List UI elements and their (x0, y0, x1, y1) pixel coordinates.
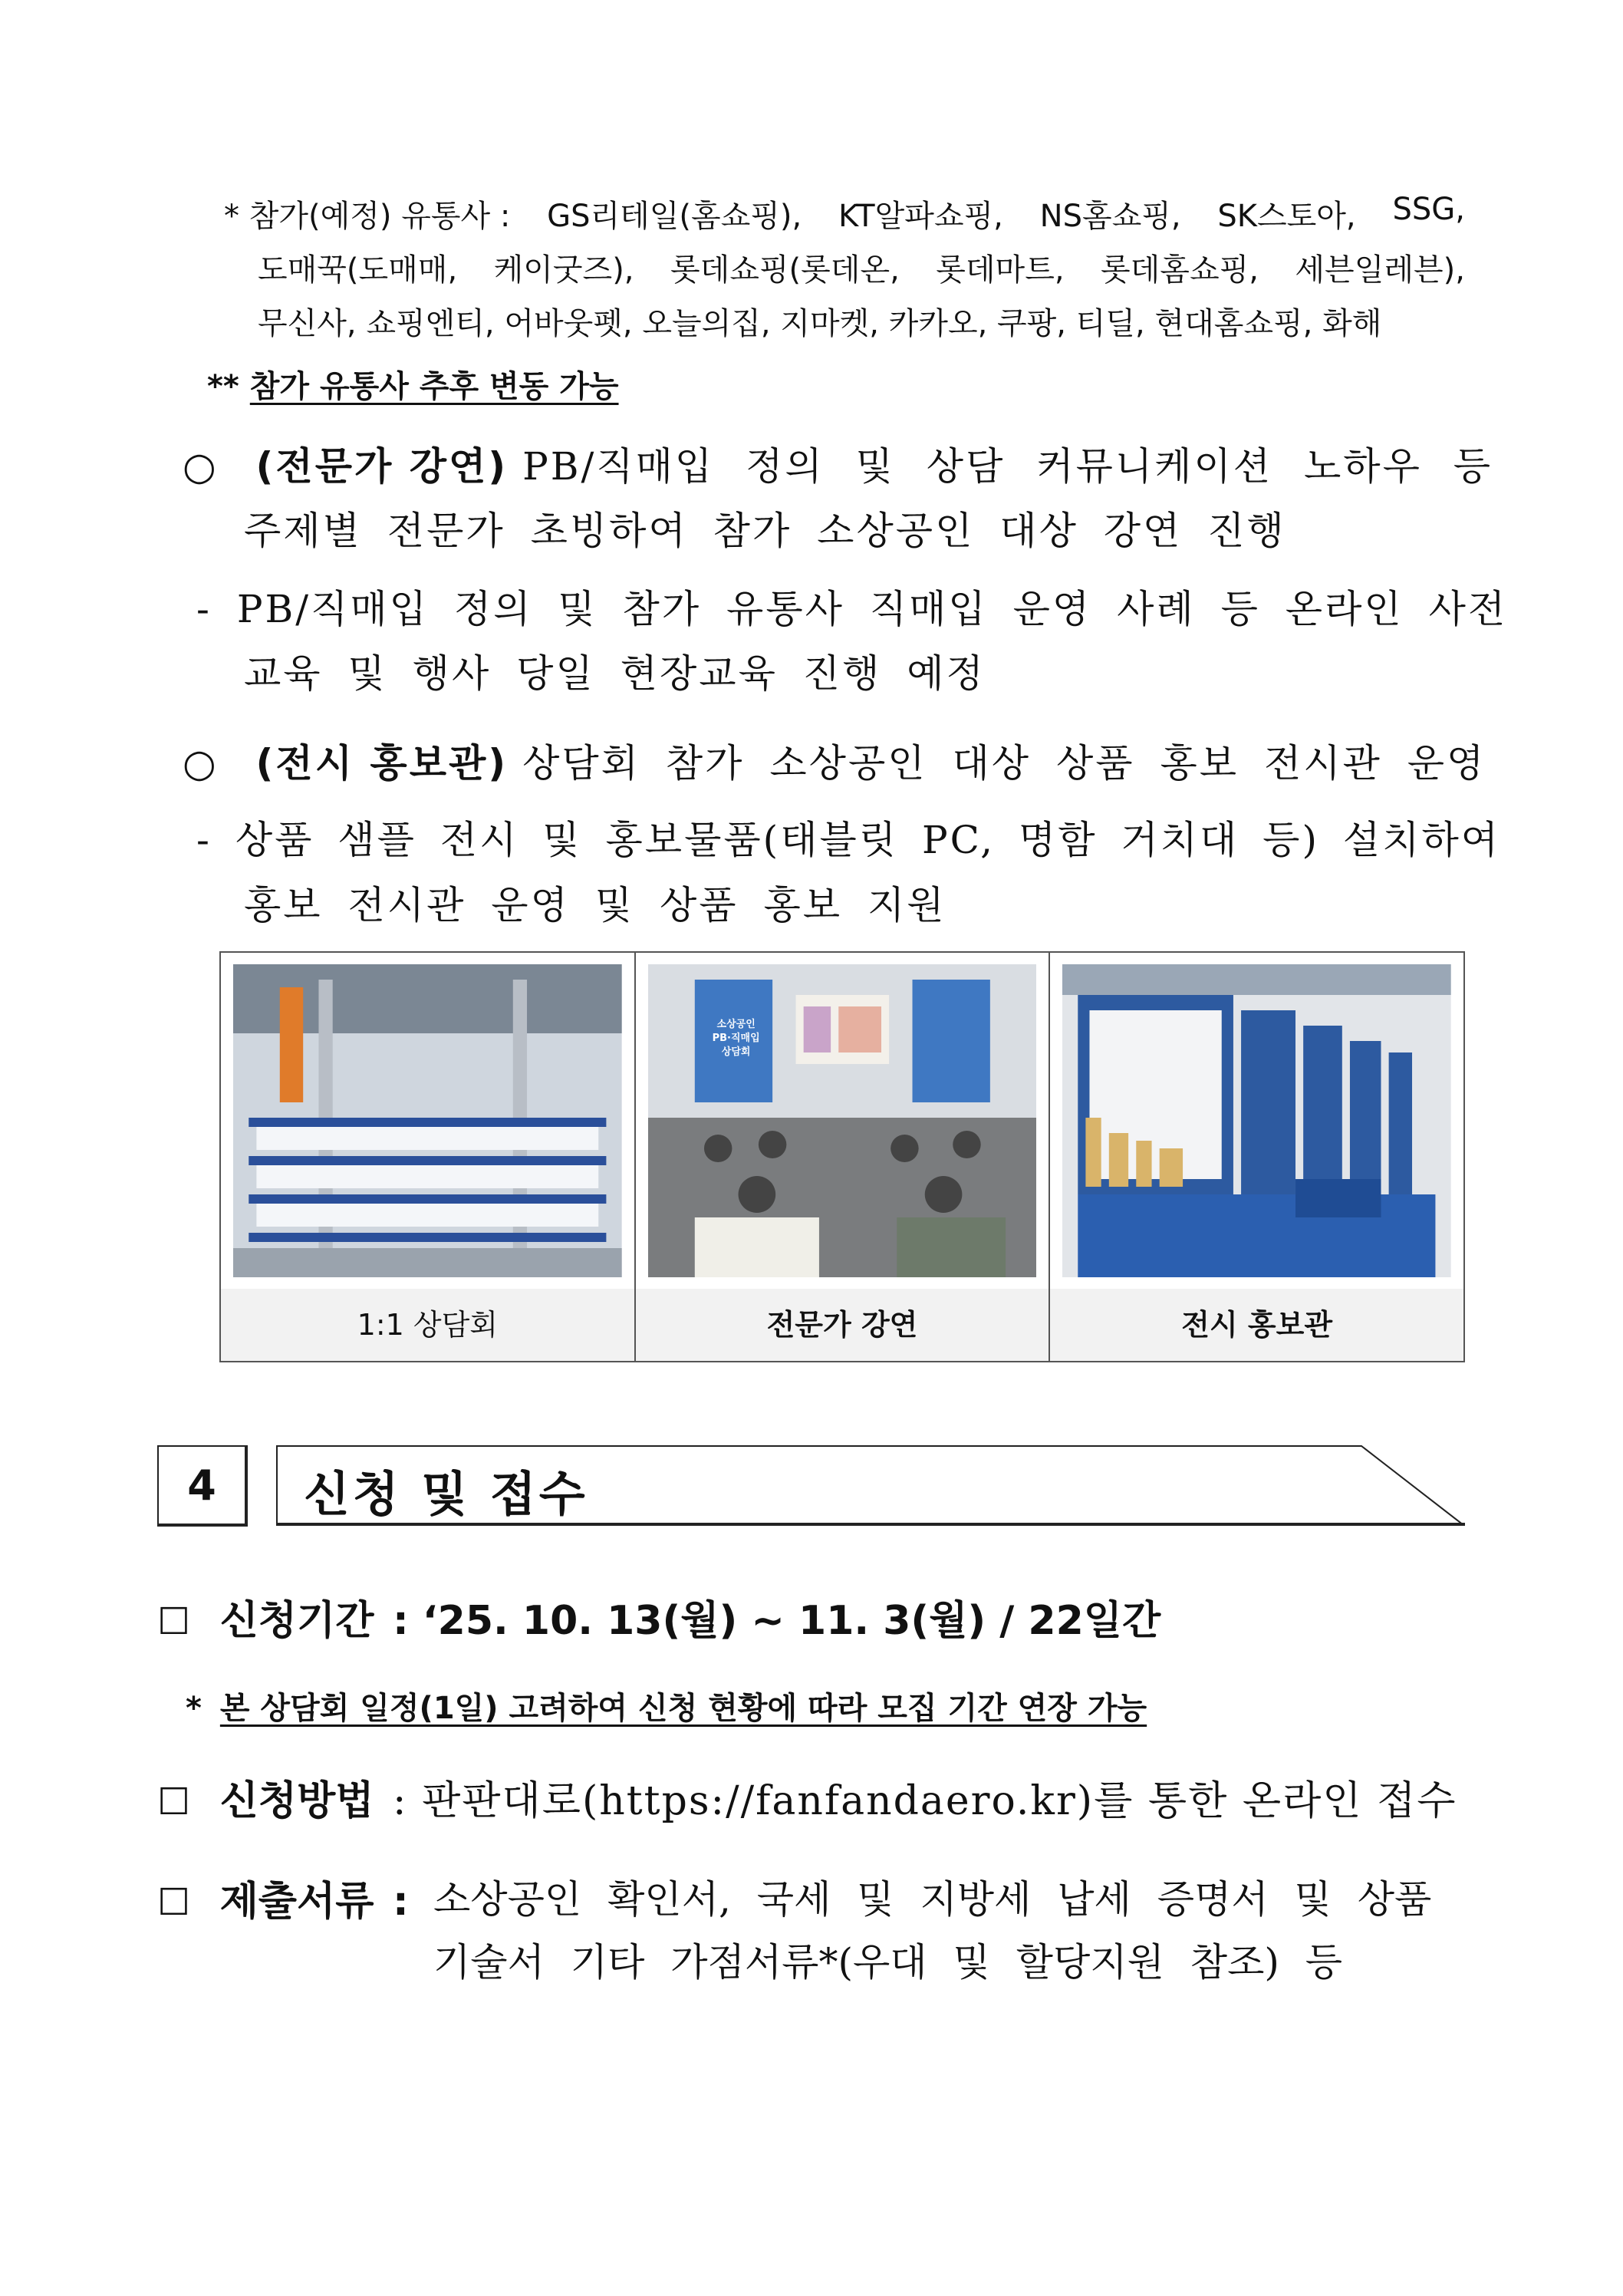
retailer-item: 롯데쇼핑(롯데온, (670, 252, 900, 288)
photo-caption: 1:1 상담회 (221, 1289, 634, 1361)
checkbox-icon: ☐ (157, 1881, 191, 1924)
photo-cell (220, 952, 635, 1362)
apply-method (157, 1768, 1457, 1826)
section-title: 신청 및 접수 (304, 1466, 588, 1522)
bullet-circle: ○ (183, 741, 219, 786)
participants-line-2 (258, 245, 1465, 289)
period-label: 신청기간 (219, 1598, 374, 1644)
banner-line: 상담회 (721, 1046, 751, 1058)
docs-line-1: 소상공인 확인서, 국세 및 지방세 납세 증명서 및 상품 (433, 1877, 1432, 1922)
exhibit-desc: 상담회 참가 소상공인 대상 상품 홍보 전시관 운영 (522, 741, 1486, 786)
retailer-item: 롯데홈쇼핑, (1101, 252, 1259, 288)
exhibit-title: (전시 홍보관) (255, 741, 509, 786)
method-value: : 판판대로(https://fanfandaero.kr)를 통한 온라인 접수 (393, 1778, 1457, 1824)
lecture-item (183, 436, 1493, 491)
participants-note (207, 362, 619, 406)
lecture-photo (648, 964, 1037, 1277)
section-title-box (276, 1445, 1465, 1527)
lecture-desc: PB/직매입 정의 및 상담 커뮤니케이션 노하우 등 (522, 444, 1493, 489)
retailer-item: GS리테일(홈쇼핑), (547, 199, 802, 234)
note-text: 참가 유통사 추후 변동 가능 (249, 369, 619, 404)
exhibit-sub-text: 상품 샘플 전시 및 홍보물품(태블릿 PC, 명함 거치대 등) 설치하여 (235, 818, 1501, 862)
lecture-sub-item (196, 578, 1507, 634)
period-note-text: 본 상담회 일정(1일) 고려하여 신청 현황에 따라 모집 기간 연장 가능 (219, 1691, 1147, 1726)
retailer-item: 세븐일레븐), (1295, 252, 1465, 288)
retailer-item: SK스토아, (1217, 199, 1356, 234)
retailer-item: 케이굿즈), (493, 252, 634, 288)
participants-line-1 (224, 192, 1465, 236)
photo-table (219, 951, 1465, 1362)
apply-period (157, 1588, 1160, 1645)
exhibit-sub-item (196, 809, 1500, 865)
note-marker: ** (207, 369, 239, 404)
lecture-desc-cont: 주제별 전문가 초빙하여 참가 소상공인 대상 강연 진행 (244, 509, 1286, 553)
lecture-title: (전문가 강연) (255, 444, 509, 489)
dash: - (196, 587, 212, 631)
consultation-photo (233, 964, 622, 1277)
photo-caption: 전문가 강연 (636, 1289, 1049, 1361)
section-number: 4 (157, 1445, 248, 1527)
exhibit-item (183, 733, 1486, 788)
photo-cell (635, 952, 1050, 1362)
note-marker: * (186, 1691, 202, 1726)
docs-label: 제출서류 (219, 1879, 374, 1925)
retailer-item: 롯데마트, (936, 252, 1065, 288)
method-label: 신청방법 (219, 1778, 374, 1824)
banner-line: PB·직매입 (712, 1033, 760, 1044)
participants-label: * 참가(예정) 유통사 : (224, 199, 511, 234)
dash: - (196, 818, 212, 862)
banner-label (702, 1018, 771, 1059)
retailer-item: 도매꾹(도매매, (258, 252, 458, 288)
lecture-sub-text: PB/직매입 정의 및 참가 유통사 직매입 운영 사례 등 온라인 사전 (236, 587, 1508, 631)
checkbox-icon: ☐ (157, 1780, 191, 1823)
exhibit-sub-cont: 홍보 전시관 운영 및 상품 홍보 지원 (244, 883, 946, 927)
checkbox-icon: ☐ (157, 1600, 191, 1643)
lecture-sub-cont: 교육 및 행사 당일 현장교육 진행 예정 (244, 651, 986, 696)
photo-cell (1049, 952, 1464, 1362)
apply-docs (157, 1869, 409, 1926)
exhibit-photo (1062, 964, 1451, 1277)
period-note (186, 1684, 1147, 1728)
retailer-item: NS홈쇼핑, (1039, 199, 1181, 234)
photo-caption: 전시 홍보관 (1050, 1289, 1463, 1361)
period-value: : ‘25. 10. 13(월) ~ 11. 3(월) / 22일간 (393, 1598, 1161, 1644)
retailer-item: SSG, (1392, 192, 1465, 227)
bullet-circle: ○ (183, 444, 219, 489)
docs-colon: : (393, 1879, 409, 1925)
banner-line: 소상공인 (716, 1019, 756, 1030)
participants-line-3: 무신사, 쇼핑엔티, 어바웃펫, 오늘의집, 지마켓, 카카오, 쿠팡, 티딜, 현대홈쇼핑, 화해 (258, 306, 1382, 341)
docs-line-2: 기술서 기타 가점서류*(우대 및 할당지원 참조) 등 (433, 1940, 1343, 1985)
retailer-item: KT알파쇼핑, (838, 199, 1003, 234)
